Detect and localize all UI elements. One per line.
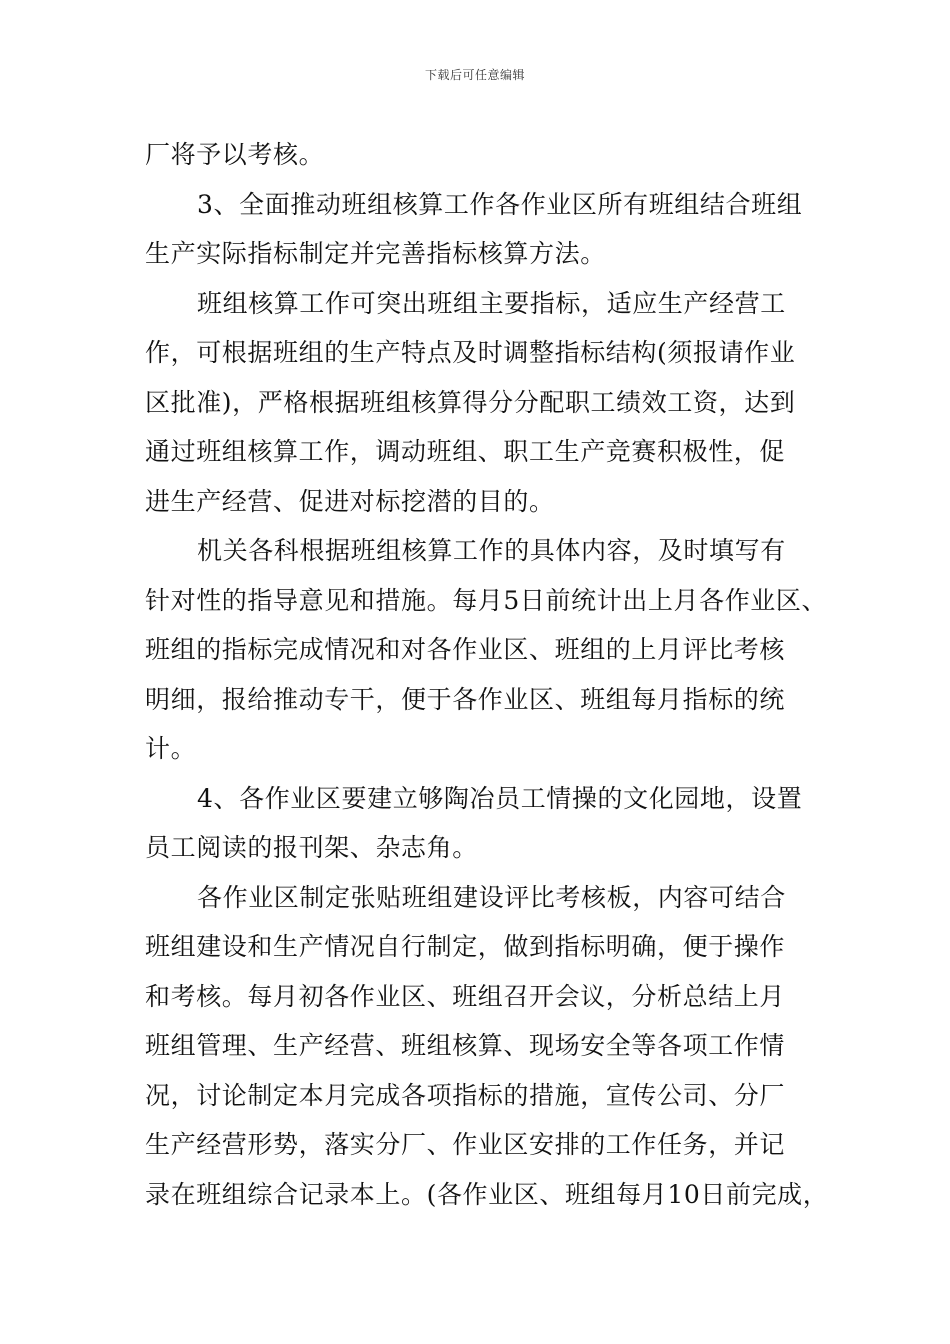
text-line: 作，可根据班组的生产特点及时调整指标结构(须报请作业: [145, 338, 796, 367]
text-line: 班组建设和生产情况自行制定，做到指标明确，便于操作: [145, 932, 786, 961]
text-line: 生产实际指标制定并完善指标核算方法。: [145, 239, 606, 268]
text-line: 通过班组核算工作，调动班组、职工生产竞赛积极性，促: [145, 437, 786, 466]
text-line: 各作业区制定张贴班组建设评比考核板，内容可结合: [197, 882, 786, 912]
text-line: 生产经营形势，落实分厂、作业区安排的工作任务，并记: [145, 1130, 786, 1159]
text-line: 班组核算工作可突出班组主要指标，适应生产经营工: [197, 288, 786, 318]
text-line: 机关各科根据班组核算工作的具体内容，及时填写有: [197, 536, 786, 565]
text-line: 录在班组综合记录本上。(各作业区、班组每月10日前完成，: [145, 1179, 829, 1209]
text-line: 和考核。每月初各作业区、班组召开会议，分析总结上月: [145, 981, 786, 1011]
text-line: 班组管理、生产经营、班组核算、现场安全等各项工作情: [145, 1031, 786, 1060]
document-body: [145, 130, 829, 1219]
text-line: 计。: [145, 734, 197, 763]
text-line: 明细，报给推动专干，便于各作业区、班组每月指标的统: [145, 684, 786, 714]
text-line: 4、各作业区要建立够陶冶员工情操的文化园地，设置: [197, 783, 803, 813]
text-line: 厂将予以考核。: [145, 140, 325, 169]
text-line: 员工阅读的报刊架、杂志角。: [145, 833, 478, 862]
header-note: 下载后可任意编辑: [424, 68, 525, 82]
text-line: 班组的指标完成情况和对各作业区、班组的上月评比考核: [145, 635, 786, 664]
text-line: 况，讨论制定本月完成各项指标的措施，宣传公司、分厂: [145, 1080, 786, 1110]
text-line: 进生产经营、促进对标挖潜的目的。: [145, 486, 555, 516]
text-line: 针对性的指导意见和措施。每月5日前统计出上月各作业区、: [145, 585, 828, 615]
text-line: 3、全面推动班组核算工作各作业区所有班组结合班组: [197, 189, 803, 219]
text-line: 区批准)，严格根据班组核算得分分配职工绩效工资，达到: [145, 387, 796, 417]
